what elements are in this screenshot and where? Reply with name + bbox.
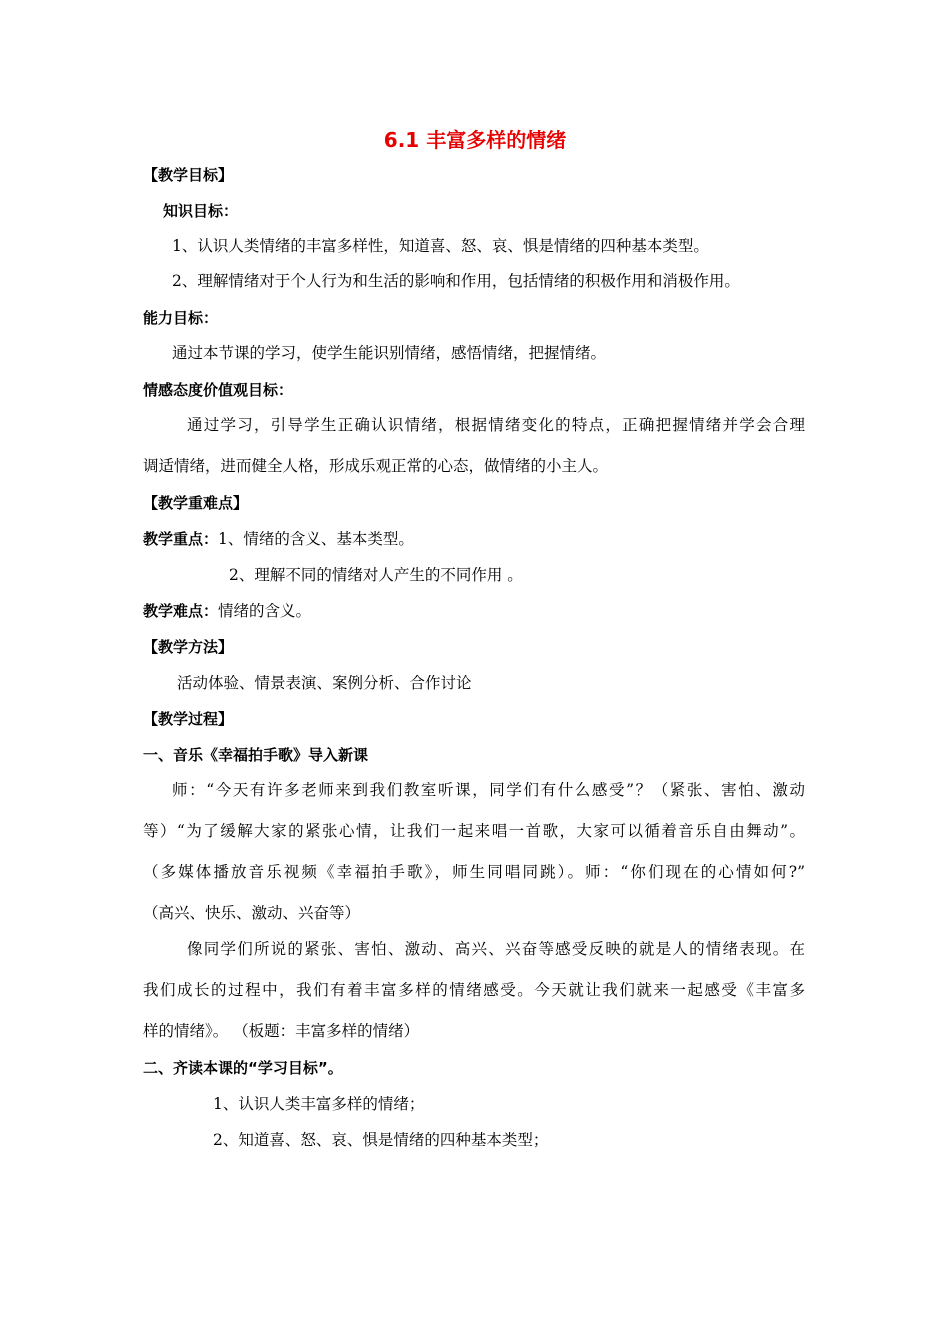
ability-goal-text: 通过本节课的学习，使学生能识别情绪，感悟情绪，把握情绪。 bbox=[172, 344, 607, 362]
section-2-heading: 二、齐读本课的“学习目标”。 bbox=[143, 1059, 343, 1077]
learning-goal-2: 2、知道喜、怒、哀、惧是情绪的四种基本类型； bbox=[213, 1131, 549, 1149]
heading-teaching-process: 【教学过程】 bbox=[143, 710, 234, 728]
knowledge-goal-label: 知识目标： bbox=[163, 202, 239, 220]
difficult-point-text: 情绪的含义。 bbox=[218, 602, 312, 620]
attitude-goal-line-1: 通过学习，引导学生正确认识情绪，根据情绪变化的特点，正确把握情绪并学会合理 bbox=[187, 416, 805, 434]
para-1-line-2: 等）“为了缓解大家的紧张心情，让我们一起来唱一首歌，大家可以循着音乐自由舞动”。 bbox=[143, 822, 805, 840]
knowledge-goal-1: 1、认识人类情绪的丰富多样性，知道喜、怒、哀、惧是情绪的四种基本类型。 bbox=[172, 237, 709, 255]
para-2-line-3: 样的情绪》。 （板题：丰富多样的情绪） bbox=[143, 1022, 420, 1040]
knowledge-goal-2: 2、理解情绪对于个人行为和生活的影响和作用，包括情绪的积极作用和消极作用。 bbox=[172, 272, 740, 290]
para-1-line-3: （多媒体播放音乐视频《幸福拍手歌》，师生同唱同跳）。师：“你们现在的心情如何?” bbox=[143, 863, 805, 881]
document-title: 6.1 丰富多样的情绪 bbox=[383, 128, 567, 152]
heading-teaching-methods: 【教学方法】 bbox=[143, 638, 234, 656]
difficult-point-label: 教学难点： bbox=[143, 602, 219, 620]
attitude-goal-line-2: 调适情绪，进而健全人格，形成乐观正常的心态，做情绪的小主人。 bbox=[143, 457, 609, 475]
section-1-heading: 一、音乐《幸福拍手歌》导入新课 bbox=[143, 746, 369, 764]
key-point-label: 教学重点： bbox=[143, 530, 219, 548]
para-2-line-2: 我们成长的过程中，我们有着丰富多样的情绪感受。今天就让我们就来一起感受《丰富多 bbox=[143, 981, 805, 999]
para-1-line-1: 师：“今天有许多老师来到我们教室听课，同学们有什么感受”？（紧张、害怕、激动 bbox=[172, 781, 805, 799]
teaching-methods-text: 活动体验、情景表演、案例分析、合作讨论 bbox=[177, 674, 472, 692]
para-2-line-1: 像同学们所说的紧张、害怕、激动、高兴、兴奋等感受反映的就是人的情绪表现。在 bbox=[187, 940, 805, 958]
key-point-2: 2、理解不同的情绪对人产生的不同作用 。 bbox=[229, 566, 523, 584]
attitude-goal-label: 情感态度价值观目标： bbox=[143, 381, 294, 399]
key-point-1-text: 1、情绪的含义、基本类型。 bbox=[218, 530, 414, 548]
difficult-point bbox=[143, 601, 311, 621]
heading-key-points: 【教学重难点】 bbox=[143, 494, 249, 512]
ability-goal-label: 能力目标： bbox=[143, 309, 219, 327]
heading-teaching-goals: 【教学目标】 bbox=[143, 166, 234, 184]
key-point-1 bbox=[143, 529, 414, 549]
para-1-line-4: （高兴、快乐、激动、兴奋等） bbox=[143, 904, 361, 922]
learning-goal-1: 1、认识人类丰富多样的情绪； bbox=[213, 1095, 425, 1113]
